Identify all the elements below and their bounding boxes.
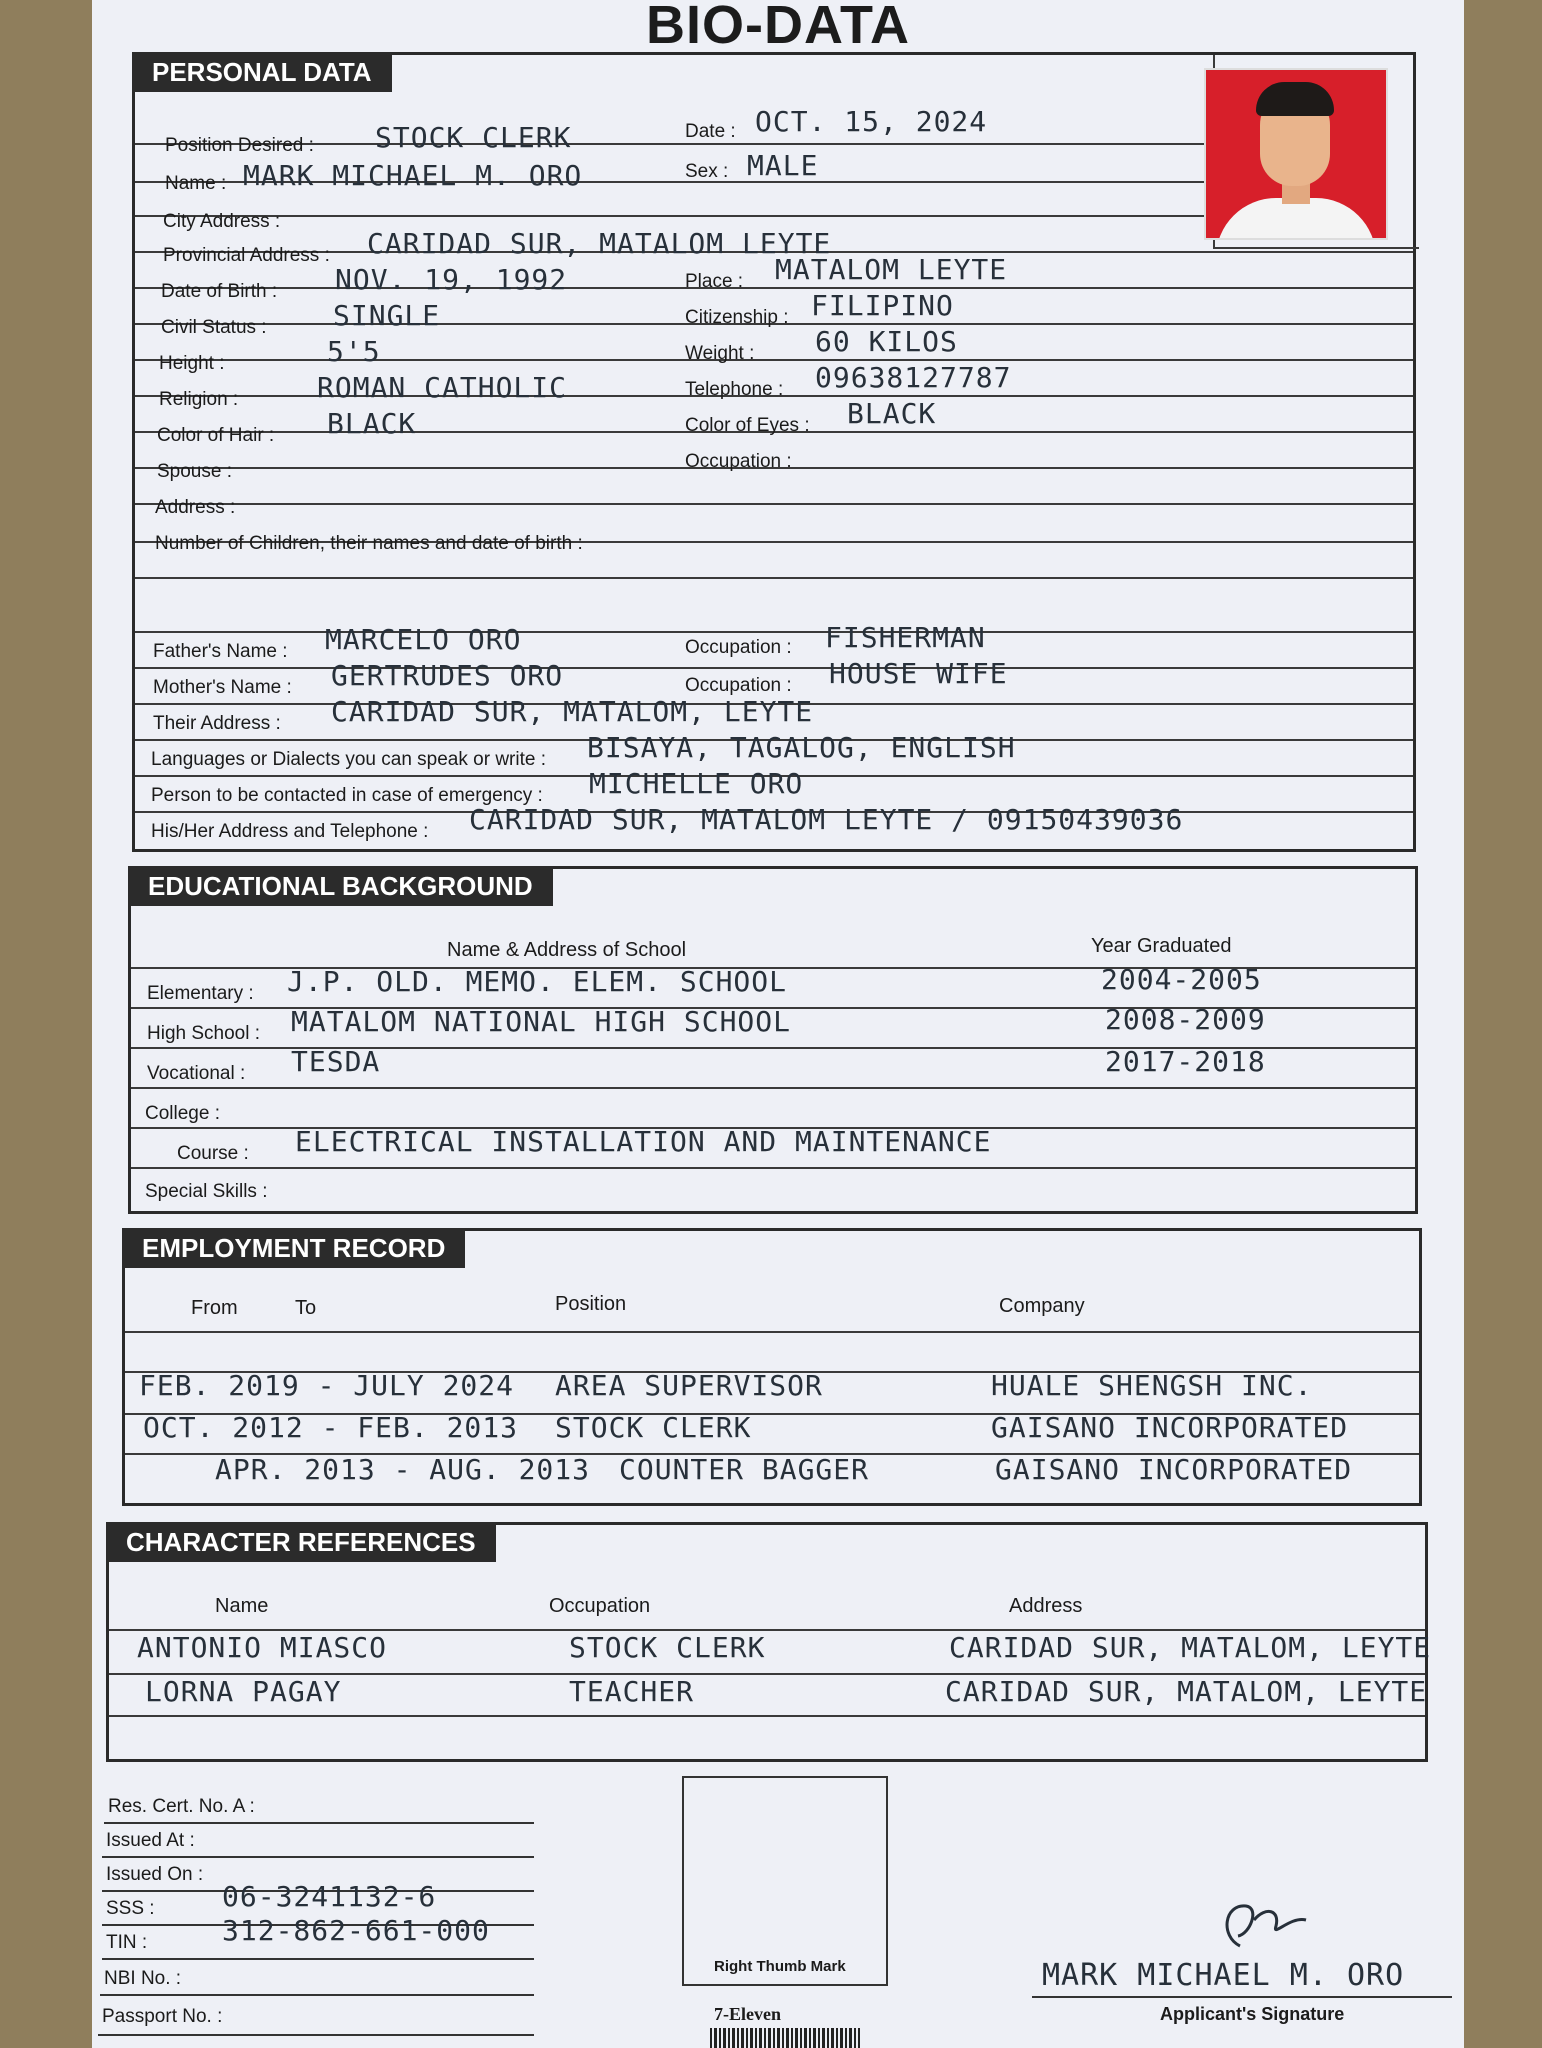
spouse-label: Spouse : xyxy=(157,461,232,482)
course-label: Course : xyxy=(177,1143,249,1164)
barcode xyxy=(710,2028,860,2048)
religion-label: Religion : xyxy=(159,389,239,410)
employment-position[interactable]: COUNTER BAGGER xyxy=(619,1453,870,1486)
their-address-value[interactable]: CARIDAD SUR, MATALOM, LEYTE xyxy=(331,695,814,728)
height-label: Height : xyxy=(159,353,225,374)
vocational-value[interactable]: TESDA xyxy=(291,1045,381,1078)
telephone-label: Telephone : xyxy=(685,379,784,400)
underline xyxy=(98,2034,534,2036)
weight-label: Weight : xyxy=(685,343,755,364)
date-value[interactable]: OCT. 15, 2024 xyxy=(755,105,988,138)
children-label: Number of Children, their names and date of birth : xyxy=(155,533,583,554)
languages-value[interactable]: BISAYA, TAGALOG, ENGLISH xyxy=(587,731,1016,764)
tin-label: TIN : xyxy=(106,1932,148,1953)
from-column-header: From xyxy=(191,1297,238,1319)
dob-value[interactable]: NOV. 19, 1992 xyxy=(335,263,568,296)
issued-on-label: Issued On : xyxy=(106,1864,204,1885)
row-line xyxy=(135,215,1207,217)
languages-label: Languages or Dialects you can speak or write : xyxy=(151,749,546,770)
city-address-label: City Address : xyxy=(163,211,281,232)
employment-section xyxy=(122,1228,1422,1506)
to-column-header: To xyxy=(295,1297,317,1319)
telephone-value[interactable]: 09638127787 xyxy=(815,361,1012,394)
weight-value[interactable]: 60 KILOS xyxy=(815,325,958,358)
special-skills-label: Special Skills : xyxy=(145,1181,268,1202)
high-school-year[interactable]: 2008-2009 xyxy=(1105,1003,1266,1036)
brand-text: 7-Eleven xyxy=(714,2004,781,2024)
vocational-label: Vocational : xyxy=(147,1063,246,1084)
place-label: Place : xyxy=(685,271,744,292)
sss-value[interactable]: 06-3241132-6 xyxy=(222,1880,437,1913)
underline xyxy=(100,1994,534,1996)
signature-line xyxy=(1032,1996,1452,1998)
name-label: Name : xyxy=(165,173,227,194)
references-header: CHARACTER REFERENCES xyxy=(106,1522,496,1562)
father-occupation-value[interactable]: FISHERMAN xyxy=(825,621,986,654)
civil-status-label: Civil Status : xyxy=(161,317,267,338)
position-desired-value[interactable]: STOCK CLERK xyxy=(375,121,572,154)
place-value[interactable]: MATALOM LEYTE xyxy=(775,253,1008,286)
row-line xyxy=(135,577,1413,579)
height-value[interactable]: 5'5 xyxy=(327,335,381,368)
college-label: College : xyxy=(145,1103,220,1124)
underline xyxy=(102,1958,534,1960)
education-header: EDUCATIONAL BACKGROUND xyxy=(128,866,553,906)
underline xyxy=(102,1856,534,1858)
signature-name[interactable]: MARK MICHAEL M. ORO xyxy=(1042,1958,1405,1993)
ref-name-column-header: Name xyxy=(215,1595,269,1617)
nbi-label: NBI No. : xyxy=(104,1968,182,1989)
civil-status-value[interactable]: SINGLE xyxy=(333,299,441,332)
references-section xyxy=(106,1522,1432,1762)
signature-scribble xyxy=(1210,1896,1320,1956)
date-label: Date : xyxy=(685,121,736,142)
name-value[interactable]: MARK MICHAEL M. ORO xyxy=(243,159,583,192)
reference-address[interactable]: CARIDAD SUR, MATALOM, LEYTE xyxy=(949,1631,1432,1664)
biodata-form xyxy=(92,0,1464,2048)
signature-label: Applicant's Signature xyxy=(1160,2004,1345,2024)
elementary-value[interactable]: J.P. OLD. MEMO. ELEM. SCHOOL xyxy=(287,965,788,998)
employment-company[interactable]: HUALE SHENGSH INC. xyxy=(991,1369,1313,1402)
row-line xyxy=(131,1087,1415,1089)
reference-name[interactable]: ANTONIO MIASCO xyxy=(137,1631,388,1664)
reference-occupation[interactable]: STOCK CLERK xyxy=(569,1631,766,1664)
eye-color-label: Color of Eyes : xyxy=(685,415,810,436)
provincial-address-value[interactable]: CARIDAD SUR, MATALOM LEYTE xyxy=(367,227,832,260)
row-line xyxy=(135,503,1413,505)
personal-data-header: PERSONAL DATA xyxy=(132,52,392,92)
education-section xyxy=(128,866,1418,1214)
applicant-photo xyxy=(1204,68,1388,240)
sss-label: SSS : xyxy=(106,1898,155,1919)
row-line xyxy=(135,667,1413,669)
spouse-address-label: Address : xyxy=(155,497,236,518)
form-title: BIO-DATA xyxy=(646,0,910,55)
row-line xyxy=(109,1715,1425,1717)
emergency-contact-value[interactable]: MICHELLE ORO xyxy=(589,767,804,800)
row-line xyxy=(135,287,1413,289)
ref-address-column-header: Address xyxy=(1009,1595,1083,1617)
row-line xyxy=(125,1331,1419,1333)
high-school-label: High School : xyxy=(147,1023,261,1044)
employment-period[interactable]: OCT. 2012 - FEB. 2013 xyxy=(143,1411,519,1444)
father-occupation-label: Occupation : xyxy=(685,637,792,658)
position-column-header: Position xyxy=(555,1293,627,1315)
emergency-address-value[interactable]: CARIDAD SUR, MATALOM LEYTE / 09150439036 xyxy=(469,803,1184,836)
issued-at-label: Issued At : xyxy=(106,1830,195,1851)
their-address-label: Their Address : xyxy=(153,713,281,734)
employment-header: EMPLOYMENT RECORD xyxy=(122,1228,465,1268)
passport-label: Passport No. : xyxy=(102,2006,223,2027)
tin-value[interactable]: 312-862-661-000 xyxy=(222,1914,490,1947)
course-value[interactable]: ELECTRICAL INSTALLATION AND MAINTENANCE xyxy=(295,1125,992,1158)
mother-name-label: Mother's Name : xyxy=(153,677,292,698)
high-school-value[interactable]: MATALOM NATIONAL HIGH SCHOOL xyxy=(291,1005,792,1038)
spouse-occupation-label: Occupation : xyxy=(685,451,792,472)
thumb-mark-box xyxy=(682,1776,888,1986)
position-desired-label: Position Desired : xyxy=(165,135,314,156)
employment-period[interactable]: FEB. 2019 - JULY 2024 xyxy=(139,1369,515,1402)
father-name-label: Father's Name : xyxy=(153,641,288,662)
elementary-year[interactable]: 2004-2005 xyxy=(1101,963,1262,996)
vocational-year[interactable]: 2017-2018 xyxy=(1105,1045,1266,1078)
emergency-address-label: His/Her Address and Telephone : xyxy=(151,821,429,842)
hair-color-value[interactable]: BLACK xyxy=(327,407,417,440)
provincial-address-label: Provincial Address : xyxy=(163,245,330,266)
mother-occupation-label: Occupation : xyxy=(685,675,792,696)
employment-period[interactable]: APR. 2013 - AUG. 2013 xyxy=(215,1453,591,1486)
father-name-value[interactable]: MARCELO ORO xyxy=(325,623,522,656)
reference-occupation[interactable]: TEACHER xyxy=(569,1675,695,1708)
hair-color-label: Color of Hair : xyxy=(157,425,275,446)
company-column-header: Company xyxy=(999,1295,1085,1317)
citizenship-value[interactable]: FILIPINO xyxy=(811,289,954,322)
ref-occupation-column-header: Occupation xyxy=(549,1595,651,1617)
dob-label: Date of Birth : xyxy=(161,281,278,302)
thumb-mark-label: Right Thumb Mark xyxy=(714,1958,846,1975)
row-line xyxy=(131,1167,1415,1169)
citizenship-label: Citizenship : xyxy=(685,307,789,328)
sex-value[interactable]: MALE xyxy=(747,149,819,182)
elementary-label: Elementary : xyxy=(147,983,254,1004)
mother-name-value[interactable]: GERTRUDES ORO xyxy=(331,659,564,692)
eye-color-value[interactable]: BLACK xyxy=(847,397,937,430)
employment-position[interactable]: AREA SUPERVISOR xyxy=(555,1369,823,1402)
employment-company[interactable]: GAISANO INCORPORATED xyxy=(991,1411,1349,1444)
employment-position[interactable]: STOCK CLERK xyxy=(555,1411,752,1444)
photo-divider-h xyxy=(1213,247,1419,249)
underline xyxy=(104,1822,534,1824)
year-column-header: Year Graduated xyxy=(1091,935,1232,957)
religion-value[interactable]: ROMAN CATHOLIC xyxy=(317,371,568,404)
school-column-header: Name & Address of School xyxy=(447,939,687,961)
employment-company[interactable]: GAISANO INCORPORATED xyxy=(995,1453,1353,1486)
res-cert-label: Res. Cert. No. A : xyxy=(108,1796,255,1817)
sex-label: Sex : xyxy=(685,161,729,182)
reference-address[interactable]: CARIDAD SUR, MATALOM, LEYTE xyxy=(945,1675,1428,1708)
mother-occupation-value[interactable]: HOUSE WIFE xyxy=(829,657,1008,690)
emergency-contact-label: Person to be contacted in case of emergency : xyxy=(151,785,543,806)
reference-name[interactable]: LORNA PAGAY xyxy=(145,1675,342,1708)
